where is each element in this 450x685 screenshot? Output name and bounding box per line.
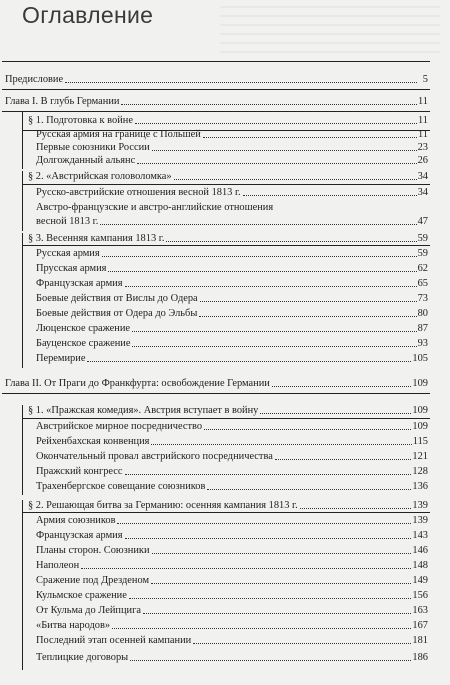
toc-subsection: Рейхенбахская конвенция 115 [36,436,428,447]
toc-subsection: Боевые действия от Вислы до Одера 73 [36,293,428,304]
toc-chapter: Глава II. От Праги до Франкфурта: освобождение Германии 109 [5,378,428,389]
toc-subsection: Перемирие 105 [36,353,428,364]
bar-s1 [22,111,23,169]
toc-subsection: Русская армия на границе с Польшей 11 [36,129,428,140]
toc-subsection: Последний этап осенней кампании 181 [36,635,428,646]
toc-subsection: Пражский конгресс 128 [36,466,428,477]
toc-subsection: Трахенбергское совещание союзников 136 [36,481,428,492]
toc-subsection: Боевые действия от Одера до Эльбы 80 [36,308,428,319]
toc-subsection: весной 1813 г. 47 [36,216,428,227]
toc-subsection: «Битва народов» 167 [36,620,428,631]
toc-subsection: Французская армия 65 [36,278,428,289]
page-title: Оглавление [22,2,154,28]
toc-subsection: Наполеон 148 [36,560,428,571]
toc-subsection: Бауценское сражение 93 [36,338,428,349]
bar-s2 [22,171,23,231]
toc-subsection: Армия союзников 139 [36,515,428,526]
toc-section: § 2. Решающая битва за Германию: осенняя кампания 1813 г. 139 [28,500,428,511]
rule-ch2-s2-bottom [22,512,430,513]
toc-subsection: Долгожданный альянс 26 [36,155,428,166]
bar-ch2-s2 [22,500,23,670]
toc-section: § 1. «Пражская комедия». Австрия вступает в войну 109 [28,405,428,416]
toc-subsection: Французская армия 143 [36,530,428,541]
bar-s3 [22,233,23,368]
toc-subsection: Окончательный провал австрийского посредничества 121 [36,451,428,462]
toc-subsection: Прусская армия 62 [36,263,428,274]
rule-top [2,61,430,62]
toc-subsection: Люценское сражение 87 [36,323,428,334]
toc-subsection-line1: Австро-французские и австро-английские отношения [36,202,274,213]
toc-section: § 3. Весенняя кампания 1813 г. 59 [28,233,428,244]
toc-subsection: Первые союзники России 23 [36,142,428,153]
toc-entry: Предисловие 5 [5,74,428,85]
toc-section: § 1. Подготовка к войне 11 [28,115,428,126]
toc-subsection: Австрийское мирное посредничество 109 [36,421,428,432]
toc-subsection: Планы сторон. Союзники 146 [36,545,428,556]
toc-subsection: Сражение под Дрезденом 149 [36,575,428,586]
toc-subsection: Теплицкие договоры 186 [36,652,428,663]
rule-ch2-s1-bottom [22,418,430,419]
toc-subsection: Кульмское сражение 156 [36,590,428,601]
rule-preface-bottom [2,89,430,90]
toc-chapter: Глава I. В глубь Германии 11 [5,96,428,107]
bar-ch2-s1 [22,405,23,495]
rule-s3-bottom [22,245,430,246]
toc-section: § 2. «Австрийская головоломка» 34 [28,171,428,182]
rule-ch2-bottom [2,393,430,394]
toc-subsection: От Кульма до Лейпцига 163 [36,605,428,616]
toc-subsection: Русская армия 59 [36,248,428,259]
rule-ch1-bottom [2,111,430,112]
toc-subsection: Русско-австрийские отношения весной 1813 г. 34 [36,187,428,198]
rule-s2-bottom [22,184,430,185]
